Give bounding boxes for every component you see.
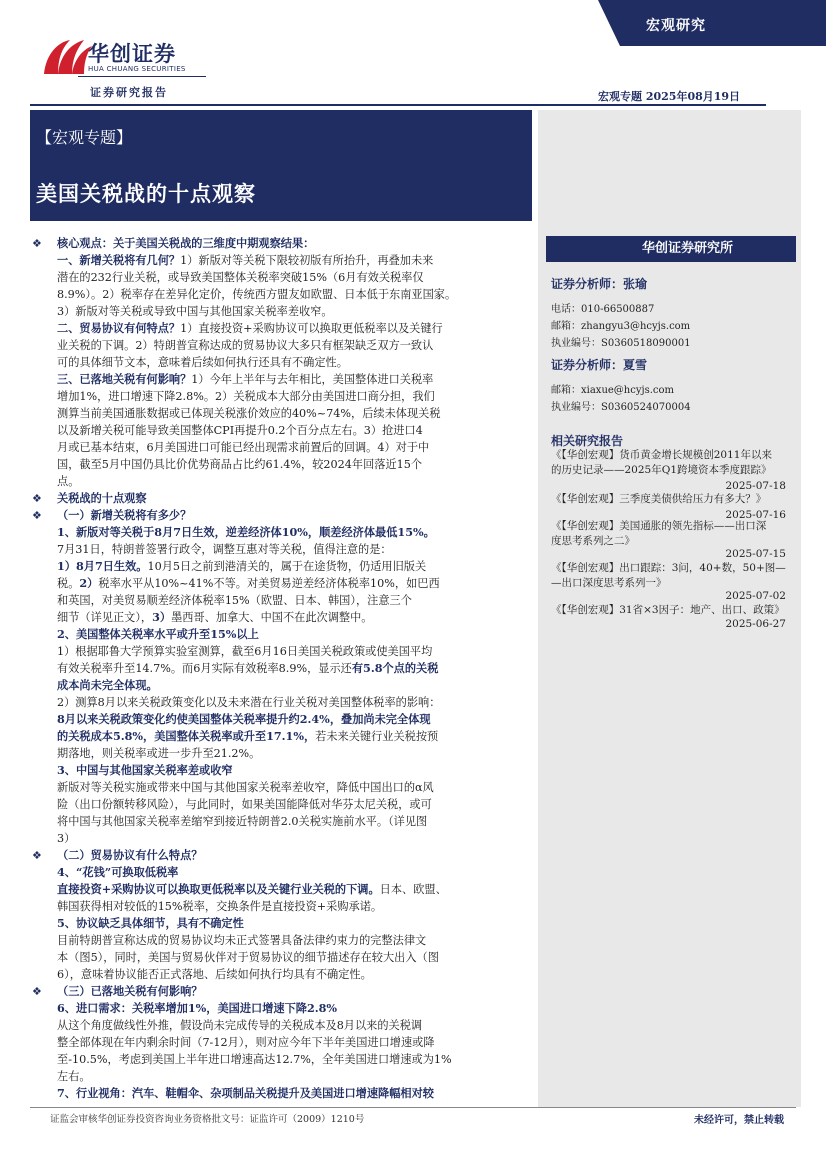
body-line: 以及新增关税可能导致美国整体CPI再提升0.2个百分点左右。3）抢进口4 [57,424,423,437]
body-line: 业关税的下调。2）特朗普宣称达成的贸易协议大多只有框架缺乏双方一致认 [57,339,434,352]
section-heading: ❖ 关税战的十点观察 [32,491,147,505]
section-heading: ❖ （三）已落地关税有何影响？ [32,984,203,998]
body-line: 韩国获得相对较低的15%税率，交换条件是直接投资+采购承诺。 [57,900,383,913]
related-reports-title: 相关研究报告 [551,434,624,448]
related-report-3[interactable] [551,519,791,549]
footer-divider [30,1107,796,1108]
body-line: 国，截至5月中国仍具比价优势商品占比约61.4%，较2024年回落近15个 [57,458,423,471]
analyst-2-license: 执业编号：S0360524070004 [551,402,691,413]
related-report-4[interactable] [551,561,791,591]
body-line: 2）测算8月以来关税政策变化以及未来潜在行业关税对美国整体税率的影响： [57,696,441,709]
body-line: 险（出口份额转移风险），与此同时，如果美国能降低对华芬太尼关税，或可 [57,798,432,811]
body-line: 3）新版对等关税或导致中国与其他国家关税率差收窄。 [57,305,333,318]
analyst-1-phone: 电话：010-66500887 [551,304,655,315]
body-line: 3） [57,832,76,845]
point-heading: 1、新版对等关税于8月7日生效，逆差经济体10%，顺差经济体最低15%。 [57,525,435,539]
body-line: 1）根据耶鲁大学预算实验室测算，截至6月16日美国关税政策或使美国平均 [57,645,433,658]
analyst-2-name: 证券分析师：夏雪 [551,358,648,372]
related-report-1-line1: 《【华创宏观】货币黄金增长规模创2011年以来 [551,449,772,461]
body-line: 成本尚未完全体现。 [57,678,158,692]
related-report-5-line1: 《【华创宏观】31省×3因子：地产、出口、政策》 [551,604,785,616]
body-line: 目前特朗普宣称达成的贸易协议均未正式签署具备法律约束力的完整法律文 [57,934,427,947]
body-line: 细节（详见正文），3）墨西哥、加拿大、中国不在此次调整中。 [57,610,373,624]
category-tab-shape [598,0,826,46]
point-heading: 5、协议缺乏具体细节，具有不确定性 [57,916,244,930]
related-report-4-line1: 《【华创宏观】出口跟踪：3问，40+数，50+图— [551,562,786,574]
body-line: 6），意味着协议能否正式落地、后续如何执行均具有不确定性。 [57,968,372,981]
report-date: 宏观专题 2025年08月19日 [598,90,741,103]
point-heading: 3、中国与其他国家关税率差或收窄 [57,763,233,777]
point-heading: 7、行业视角：汽车、鞋帽伞、杂项制品关税提升及美国进口增速降幅相对较 [57,1086,434,1100]
related-report-1[interactable] [551,448,791,478]
point-heading: 6、进口需求：关税率增加1%，美国进口增速下降2.8% [57,1001,338,1015]
footer-license: 证监会审核华创证券投资咨询业务资格批文号：证监许可（2009）1210号 [50,1114,365,1125]
related-report-3-date: 2025-07-15 [725,548,786,560]
body-line: 的关税成本5.8%，美国整体关税率或升至17.1%，若未来关键行业关税按预 [57,729,439,743]
diamond-bullet-icon: ❖ [32,849,42,862]
related-report-4-date: 2025-07-02 [725,590,786,602]
body-line: 一、新增关税将有几何？1）新版对等关税下限较初版有所抬升，再叠加未来 [57,253,434,267]
report-title: 美国关税战的十点观察 [36,181,256,206]
diamond-bullet-icon: ❖ [32,509,42,522]
body-line: 将中国与其他国家关税率差缩窄到接近特朗普2.0关税实施前水平。（详见图 [57,815,428,828]
body-line: 1）8月7日生效。10月5日之前到港清关的，属于在途货物，仍适用旧版关 [57,559,427,573]
body-line: 8月以来关税政策变化约使美国整体关税率提升约2.4%，叠加尚未完全体现 [57,712,431,726]
body-line: 8.9%）。2）税率存在差异化定价，传统西方盟友如欧盟、日本低于东南亚国家。 [57,288,457,301]
body-line: 至-10.5%，考虑到美国上半年进口增速高达12.7%，全年美国进口增速或为1% [57,1053,452,1066]
section-heading: ❖ （一）新增关税将有多少？ [32,508,192,522]
body-line: 点。 [57,475,80,488]
body-line: 增加1%，进口增速下降2.8%。2）关税成本大部分由美国进口商分担，我们 [57,390,435,403]
body-line: 潜在的232行业关税，或导致美国整体关税率突破15%（6月有效关税率仅 [57,271,424,284]
body-line: 有效关税率升至14.7%。而6月实际有效税率8.9%，显示还有5.8个点的关税 [57,661,439,675]
body-line: 左右。 [57,1070,91,1083]
body-line: 和英国，对美贸易顺差经济体税率15%（欧盟、日本、韩国），注意三个 [57,594,412,607]
analyst-1-name: 证券分析师：张瑜 [551,277,648,291]
related-report-2-date: 2025-07-16 [725,509,786,521]
related-report-5[interactable] [551,603,791,618]
body-line: 二、贸易协议有何特点？1）直接投资+采购协议可以换取更低税率以及关键行 [57,321,443,335]
body-line: 三、已落地关税有何影响？1）今年上半年与去年相比，美国整体进口关税率 [57,372,434,386]
body-line: 从这个角度做线性外推，假设尚未完成传导的关税成本及8月以来的关税调 [57,1019,423,1032]
diamond-bullet-icon: ❖ [32,237,42,250]
related-report-5-date: 2025-06-27 [725,618,786,630]
related-report-4-line2: —出口深度思考系列一》 [551,577,667,589]
related-report-1-date: 2025-07-18 [725,480,786,492]
body-line: 税。2）税率水平从10%~41%不等。对美贸易逆差经济体税率10%，如巴西 [57,576,440,590]
analyst-1-email[interactable]: 邮箱：zhangyu3@hcyjs.com [551,321,691,332]
core-view-heading: ❖ 核心观点：关于美国关税战的三维度中期观察结果： [32,236,315,250]
body-line: 直接投资+采购协议可以换取更低税率以及关键行业关税的下调。日本、欧盟、 [57,882,447,896]
report-body [30,235,530,1102]
body-line: 月或已基本结束，6月美国进口可能已经出现需求前置后的回调。4）对于中 [57,441,430,454]
category-label: 宏观研究 [646,18,706,34]
report-type: 证券研究报告 [90,86,168,99]
related-report-2-line1: 《【华创宏观】三季度美债供给压力有多大？》 [551,493,767,505]
point-heading: 4、“花钱”可换取低税率 [57,865,179,879]
diamond-bullet-icon: ❖ [32,985,42,998]
analyst-2-email[interactable]: 邮箱：xiaxue@hcyjs.com [551,385,675,396]
related-report-3-line2: 度思考系列之二》 [551,535,635,547]
body-line: 新版对等关税实施或带来中国与其他国家关税率差收窄，降低中国出口的α风 [57,781,434,794]
header-divider [30,104,766,106]
body-line: 7月31日，特朗普签署行政令，调整互惠对等关税，值得注意的是： [57,543,392,556]
brand-name-en: HUA CHUANG SECURITIES [88,65,186,73]
diamond-bullet-icon: ❖ [32,492,42,505]
body-line: 期落地，则关税率或进一步升至21.2%。 [57,747,261,760]
institute-header: 华创证券研究所 [546,236,796,262]
body-line: 测算当前美国通胀数据或已体现关税涨价效应的40%~74%，后续未体现关税 [57,407,441,420]
related-report-2[interactable] [551,492,791,507]
brand-name-cn: 华创证券 [88,42,176,66]
title-tag: 【宏观专题】 [36,128,133,147]
related-report-3-line1: 《【华创宏观】美国通胀的领先指标——出口深 [551,520,767,532]
point-heading: 2、美国整体关税率水平或升至15%以上 [57,627,259,641]
body-line: 本（图5），同时，美国与贸易伙伴对于贸易协议的细节描述存在较大出入（图 [57,951,439,964]
logo-underline [78,76,206,77]
analyst-1-license: 执业编号：S0360518090001 [551,338,691,349]
body-line: 整全部体现在年内剩余时间（7-12月），则对应今年下半年美国进口增速或降 [57,1036,435,1049]
related-report-1-line2: 的历史记录——2025年Q1跨境资本季度跟踪》 [551,464,772,476]
section-heading: ❖ （二）贸易协议有什么特点？ [32,848,203,862]
footer-copyright: 未经许可，禁止转载 [694,1115,784,1126]
body-line: 可的具体细节文本，意味着后续如何执行还具有不确定性。 [57,356,348,369]
